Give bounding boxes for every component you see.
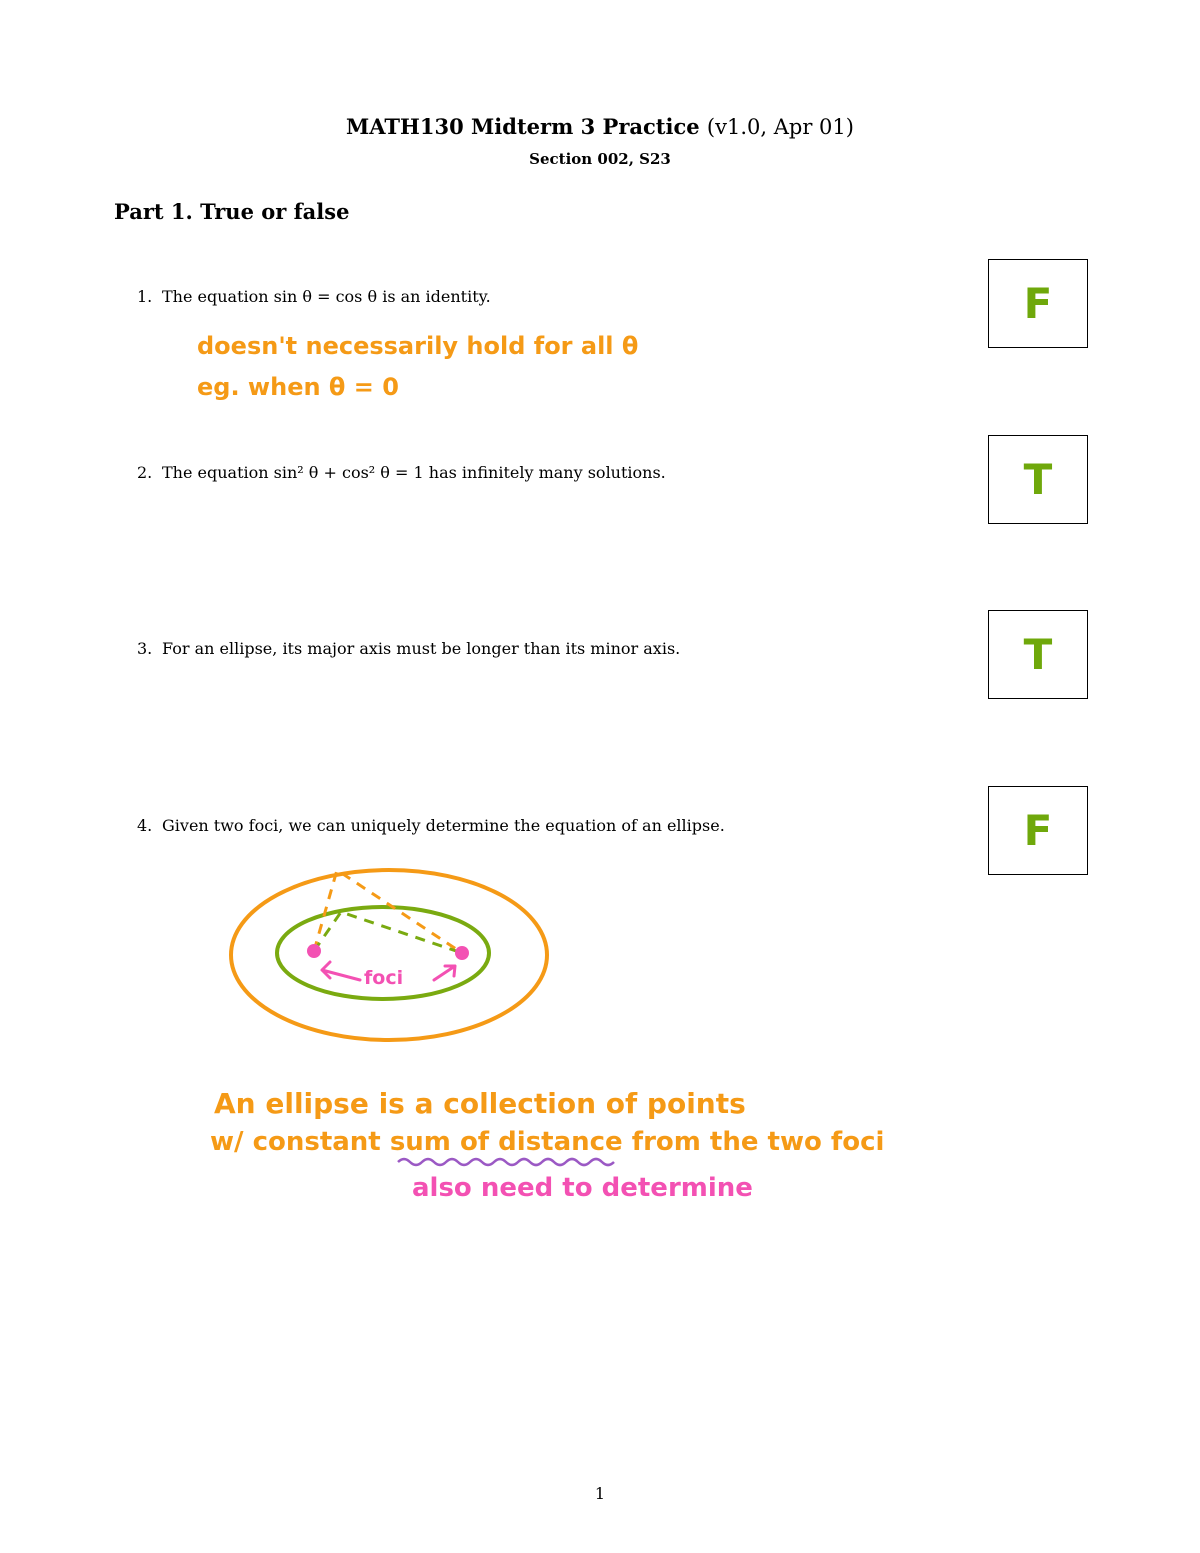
arrow-left-icon [322, 962, 360, 980]
question-number: 2. [137, 463, 153, 482]
question-number: 1. [137, 287, 153, 306]
focus-point-right [455, 946, 469, 960]
focus-point-left [307, 944, 321, 958]
note-segment: from the two foci [631, 1127, 885, 1157]
green-dashed-lines [314, 912, 462, 953]
wavy-underline [398, 1159, 614, 1165]
arrow-right-icon [434, 966, 455, 980]
question-number: 3. [137, 639, 153, 658]
document-title-version: (v1.0, Apr 01) [706, 115, 854, 139]
question-text: For an ellipse, its major axis must be longer than its minor axis. [162, 639, 681, 658]
handwritten-note-q1-line2: eg. when θ = 0 [197, 373, 399, 401]
handwritten-note-q4-line1: An ellipse is a collection of points [214, 1087, 746, 1120]
answer-letter: F [1023, 806, 1053, 855]
page-number: 1 [594, 1484, 606, 1503]
answer-letter: T [1023, 630, 1053, 679]
part-heading: Part 1. True or false [114, 199, 350, 224]
foci-label: foci [364, 967, 404, 989]
answer-letter: T [1023, 455, 1053, 504]
handwritten-note-q4-line2 [210, 1127, 884, 1157]
handwritten-note-q1-line1: doesn't necessarily hold for all θ [197, 332, 639, 360]
document-subtitle: Section 002, S23 [529, 150, 671, 168]
answer-letter: F [1023, 279, 1053, 328]
question-text: The equation sin² θ + cos² θ = 1 has infinitely many solutions. [162, 463, 666, 482]
question-number: 4. [137, 816, 153, 835]
note-segment: w/ constant [210, 1127, 381, 1157]
question-text: Given two foci, we can uniquely determine the equation of an ellipse. [162, 816, 725, 835]
document-title-main: MATH130 Midterm 3 Practice [346, 114, 700, 139]
handwritten-note-q4-line3: also need to determine [412, 1173, 753, 1203]
question-text: The equation sin θ = cos θ is an identity. [162, 287, 491, 306]
note-segment-underlined: sum of distance [389, 1127, 623, 1157]
